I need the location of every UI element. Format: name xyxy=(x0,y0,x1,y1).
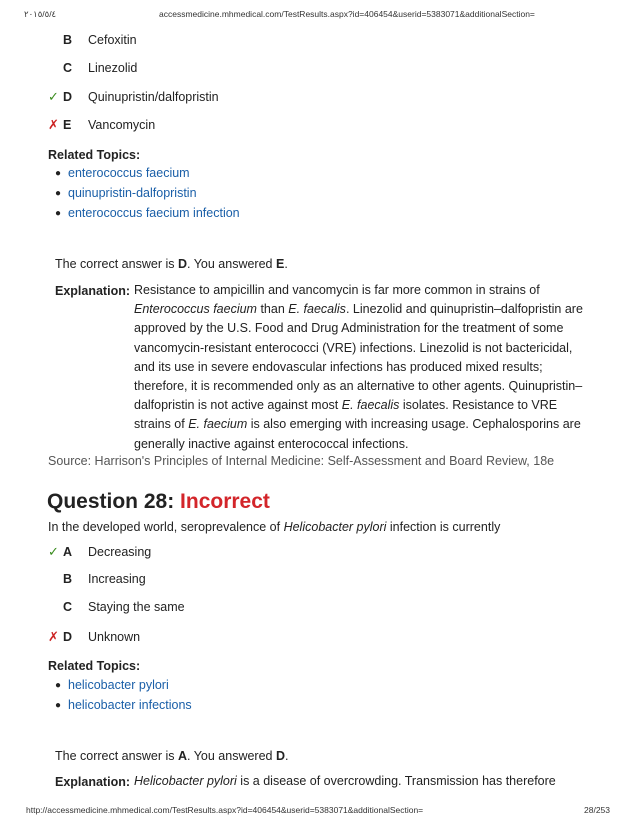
q28-option-c xyxy=(48,600,185,618)
q27-related-link[interactable]: ● quinupristin-dalfopristin xyxy=(55,186,197,200)
footer-url: http://accessmedicine.mhmedical.com/TestResults.aspx?id=406454&userid=5383071&additionalSection= xyxy=(26,805,424,815)
print-date: ٢٠١٥/٥/٤ xyxy=(24,9,57,19)
q27-option-e xyxy=(48,117,155,135)
q28-explanation-text: Helicobacter pylori is a disease of overcrowding. Transmission has therefore xyxy=(134,774,556,788)
q28-option-b xyxy=(48,572,146,590)
q28-option-b-letter: B xyxy=(63,572,73,586)
correct-check-icon: ✓ xyxy=(48,544,59,559)
q27-option-b-text: Cefoxitin xyxy=(88,33,137,47)
q28-option-b-text: Increasing xyxy=(88,572,146,586)
wrong-cross-icon: ✗ xyxy=(48,117,59,132)
q27-option-c-letter: C xyxy=(63,61,73,75)
q27-source: Source: Harrison's Principles of Internal Medicine: Self-Assessment and Board Review, 18e xyxy=(48,454,555,468)
q27-option-e-letter: E xyxy=(63,118,72,132)
q27-related-link[interactable]: ● enterococcus faecium xyxy=(55,166,190,180)
q27-option-e-text: Vancomycin xyxy=(88,118,156,132)
q28-explanation-label: Explanation: xyxy=(55,775,131,789)
q27-option-b xyxy=(48,33,137,51)
bullet-icon: ● xyxy=(55,208,62,219)
q27-option-c xyxy=(48,61,137,79)
q27-related-title: Related Topics: xyxy=(48,148,141,162)
q27-option-d-letter: D xyxy=(63,90,73,104)
bullet-icon: ● xyxy=(55,680,62,691)
q27-explanation-label: Explanation: xyxy=(55,284,131,298)
q28-heading: Question 28: Incorrect xyxy=(47,490,270,513)
q28-status: Incorrect xyxy=(180,490,270,513)
q27-related-link[interactable]: ● enterococcus faecium infection xyxy=(55,206,240,220)
q28-option-a-letter: A xyxy=(63,545,73,559)
header-url: accessmedicine.mhmedical.com/TestResults.aspx?id=406454&userid=5383071&additionalSection= xyxy=(159,9,535,19)
q27-option-d xyxy=(48,89,219,107)
correct-check-icon: ✓ xyxy=(48,89,59,104)
q27-explanation-text: Resistance to ampicillin and vancomycin is far more common in strains of Enterococcus faecium than E. faecalis. Linezolid and quinupristin–dalfopristin are approved by the U.S. Food and Drug Administration for the treatment of some vancomycin-resistant enterococci (VRE) infections. Linezolid is not bactericidal, and its use in severe endovascular infections has produced mixed results; therefore, it is recommended only as an alternative to other agents. Quinupristin–dalfopristin is not active against most E. faecalis isolates. Resistance to VRE strains of E. faecium is also emerging with increasing usage. Cephalosporins are generally inactive against enterococcal infections. xyxy=(134,283,583,451)
q28-option-a xyxy=(48,544,151,562)
q28-related-link[interactable]: ● helicobacter pylori xyxy=(55,678,169,692)
q27-correct-answer: The correct answer is D. You answered E. xyxy=(55,257,288,271)
q28-question-text: In the developed world, seroprevalence of Helicobacter pylori infection is currently xyxy=(48,520,501,534)
q28-option-a-text: Decreasing xyxy=(88,545,152,559)
q27-option-c-text: Linezolid xyxy=(88,61,138,75)
q28-correct-answer: The correct answer is A. You answered D. xyxy=(55,749,289,763)
q28-option-c-text: Staying the same xyxy=(88,600,185,614)
q28-related-title: Related Topics: xyxy=(48,659,141,673)
page-number: 28/253 xyxy=(584,805,610,815)
q27-option-b-letter: B xyxy=(63,33,73,47)
q28-option-d-text: Unknown xyxy=(88,630,141,644)
wrong-cross-icon: ✗ xyxy=(48,629,59,644)
bullet-icon: ● xyxy=(55,700,62,711)
q28-related-link[interactable]: ● helicobacter infections xyxy=(55,698,192,712)
bullet-icon: ● xyxy=(55,168,62,179)
q28-option-c-letter: C xyxy=(63,600,73,614)
q27-option-d-text: Quinupristin/dalfopristin xyxy=(88,90,219,104)
q28-option-d-letter: D xyxy=(63,630,73,644)
bullet-icon: ● xyxy=(55,188,62,199)
q28-option-d xyxy=(48,629,140,647)
